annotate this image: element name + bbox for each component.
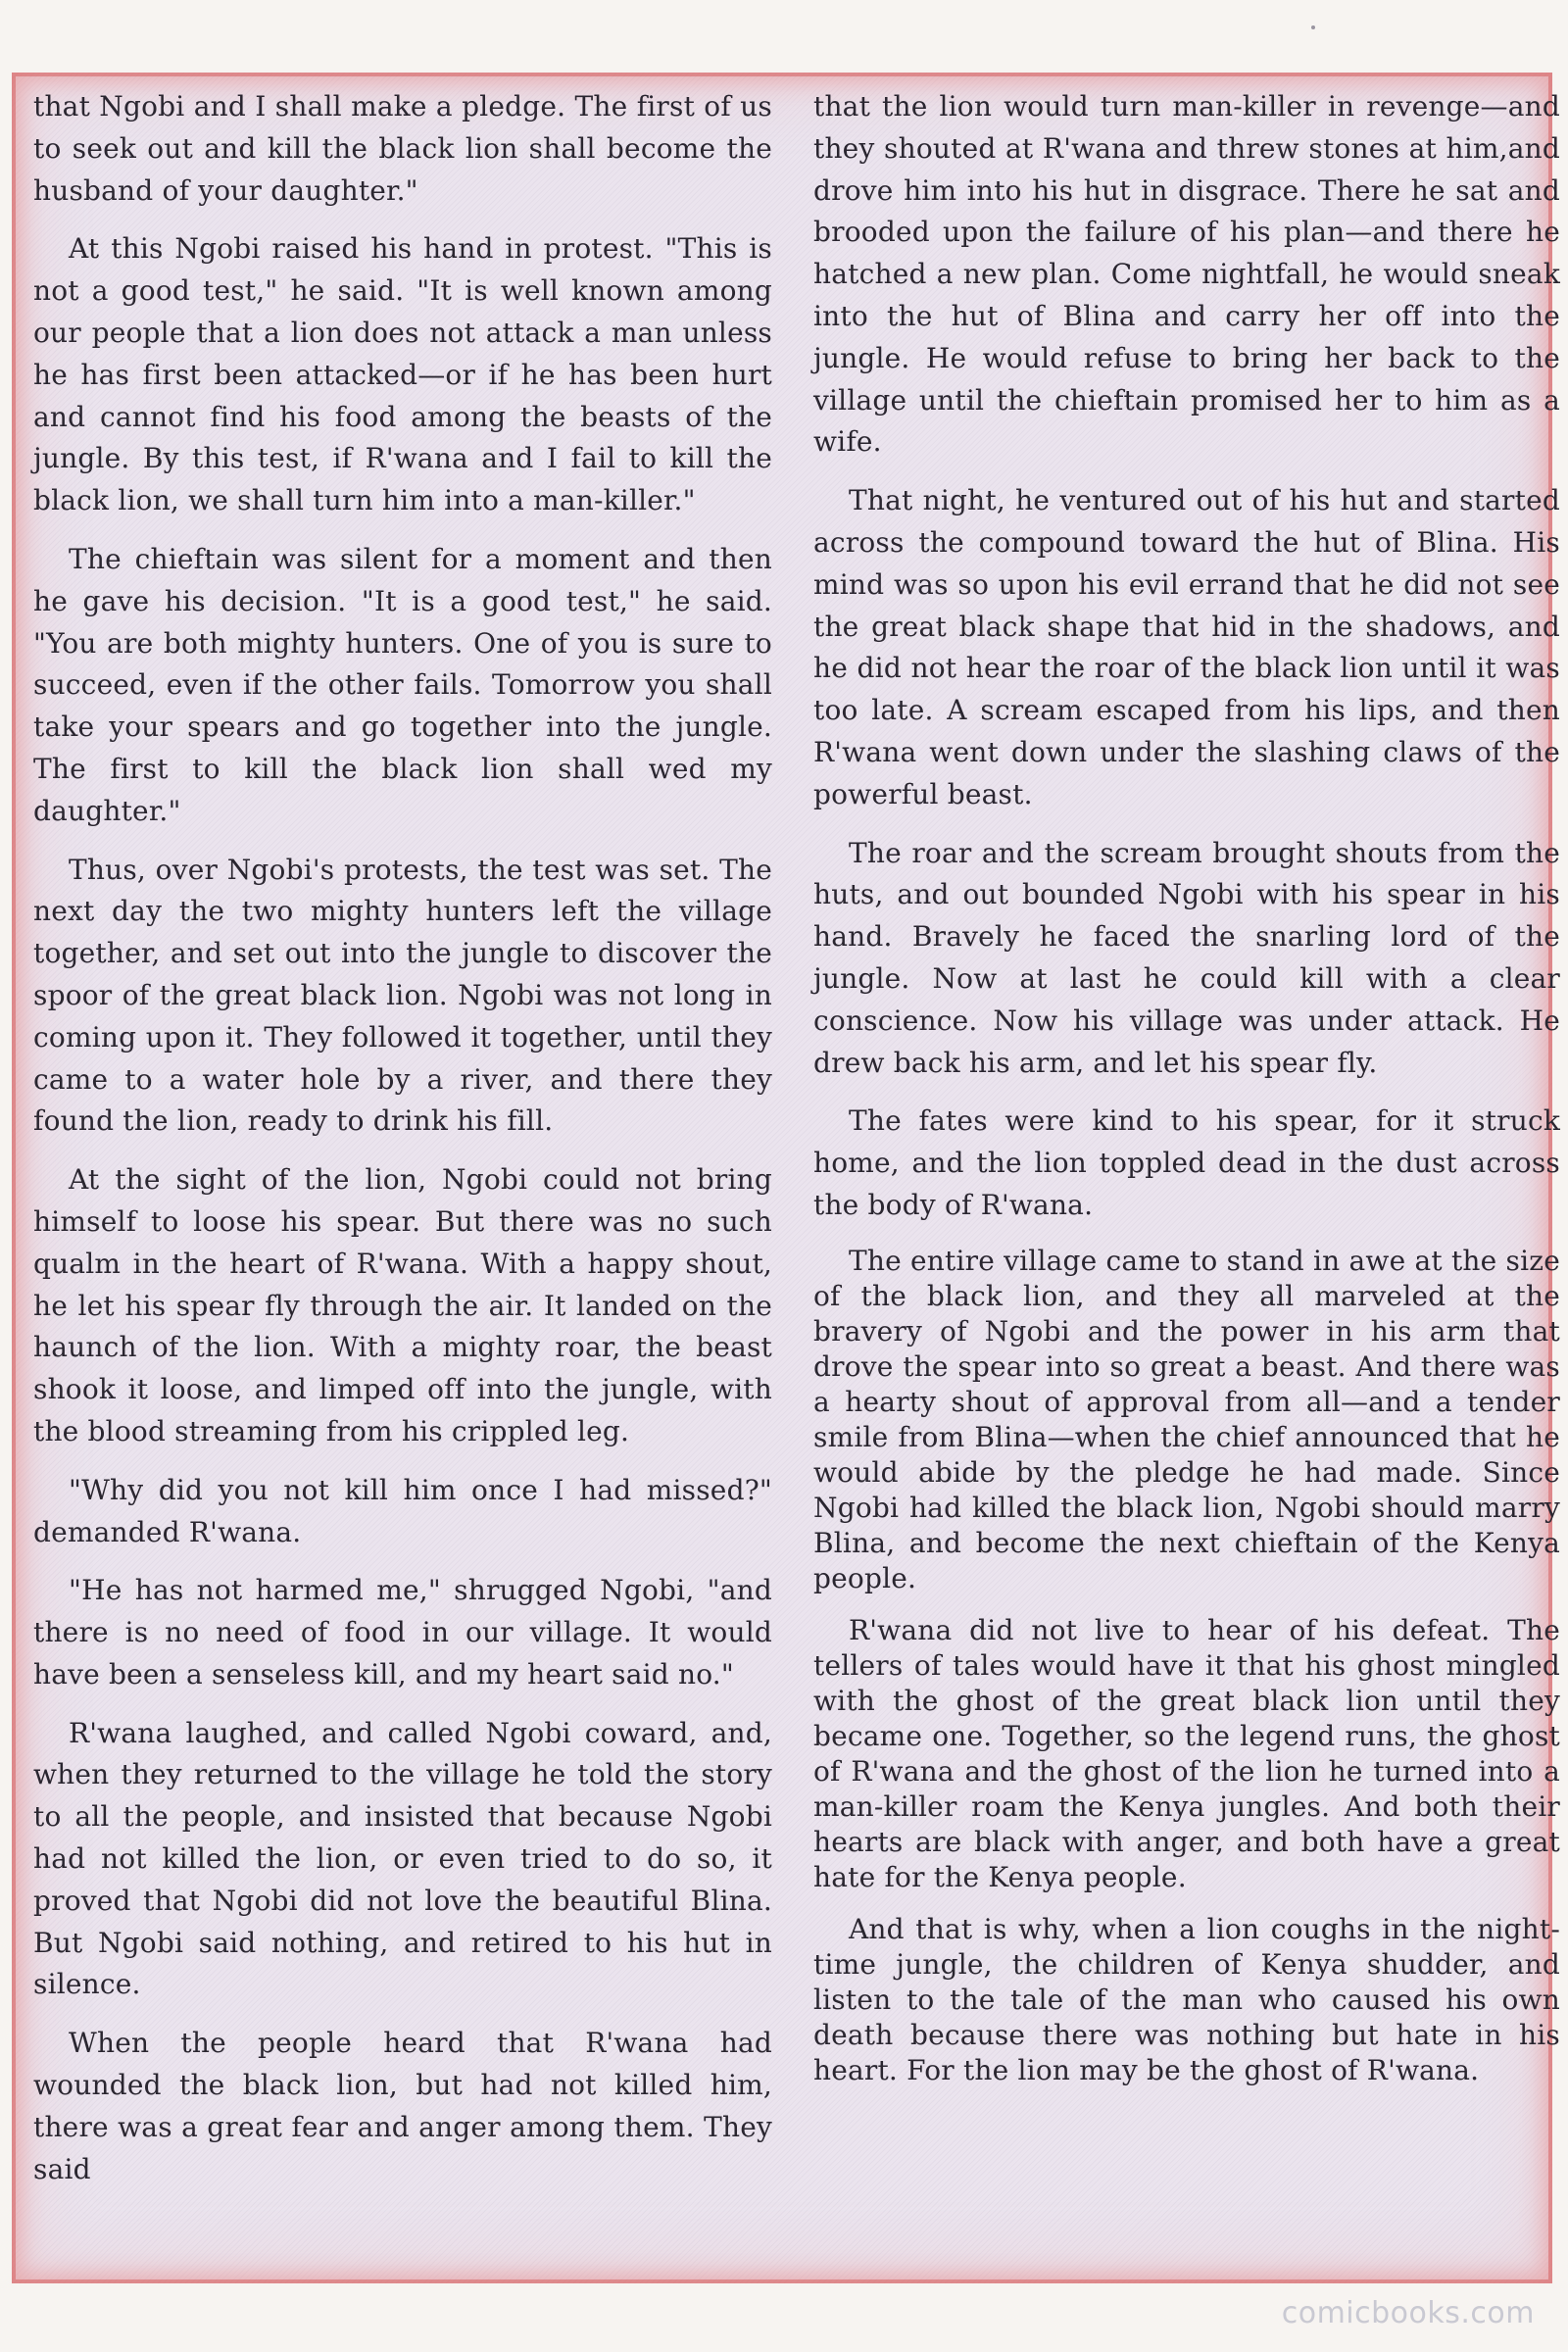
paragraph: "Why did you not kill him once I had missed?" demanded R'wana. <box>33 1473 772 1548</box>
left-column <box>33 86 772 2207</box>
print-speck <box>1311 25 1315 29</box>
paragraph: And that is why, when a lion coughs in the night-time jungle, the children of Kenya shudder, and listen to the tale of the man who caused his own death because there was nothing but hate in his heart. For the lion may be the ghost of R'wana. <box>813 1912 1560 2086</box>
paragraph: The roar and the scream brought shouts from the huts, and out bounded Ngobi with his spear in his hand. Bravely he faced the snarling lord of the jungle. Now at last he could kill with a clear conscience. Now his village was under attack. He drew back his arm, and let his spear fly. <box>813 836 1560 1079</box>
paragraph: Thus, over Ngobi's protests, the test was set. The next day the two mighty hunters left the village together, and set out into the jungle to discover the spoor of the great black lion. Ngobi was not long in coming upon it. They followed it together, until they came to a water hole by a river, and there they found the lion, ready to drink his fill. <box>33 853 772 1138</box>
paragraph: When the people heard that R'wana had wounded the black lion, but had not killed him, there was a great fear and anger among them. They said <box>33 2027 772 2185</box>
paragraph: R'wana did not live to hear of his defeat. The tellers of tales would have it that his ghost mingled with the ghost of the great black lion until they became one. Together, so the legend runs, the ghost of R'wana and the ghost of the lion he turned into a man-killer roam the Kenya jungles. And both their hearts are black with anger, and both have a great hate for the Kenya people. <box>813 1613 1560 1893</box>
paragraph: The entire village came to stand in awe at the size of the black lion, and they all marveled at the bravery of Ngobi and the power in his arm that drove the spear into so great a beast. And there was a hearty shout of approval from all—and a tender smile from Blina—when the chief announced that he would abide by the pledge he had made. Since Ngobi had killed the black lion, Ngobi should marry Blina, and become the next chieftain of the Kenya people. <box>813 1244 1560 1594</box>
paragraph: R'wana laughed, and called Ngobi coward, and, when they returned to the village he told the story to all the people, and insisted that because Ngobi had not killed the lion, or even tried to do so, it proved that Ngobi did not love the beautiful Blina. But Ngobi said nothing, and retired to his hut in silence. <box>33 1716 772 2001</box>
paragraph: The chieftain was silent for a moment and then he gave his decision. "It is a good test," he said. "You are both mighty hunters. One of you is sure to succeed, even if the other fails. Tomorrow you shall take your spears and go together into the jungle. The first to kill the black lion shall wed my daughter." <box>33 542 772 827</box>
paragraph: "He has not harmed me," shrugged Ngobi, "and there is no need of food in our village. It would have been a senseless kill, and my heart said no." <box>33 1574 772 1690</box>
paragraph: At this Ngobi raised his hand in protest. "This is not a good test," he said. "It is well known among our people that a lion does not attack a man unless he has first been attacked—or if he has been hurt and cannot find his food among the beasts of the jungle. By this test, if R'wana and I fail to kill the black lion, we shall turn him into a man-killer." <box>33 232 772 517</box>
paragraph: That night, he ventured out of his hut and started across the compound toward the hut of Blina. His mind was so upon his evil errand that he did not see the great black shape that hid in the shadows, and he did not hear the roar of the black lion until it was too late. A scream escaped from his lips, and then R'wana went down under the slashing claws of the powerful beast. <box>813 484 1560 810</box>
paragraph: At the sight of the lion, Ngobi could not bring himself to loose his spear. But there was no such qualm in the heart of R'wana. With a happy shout, he let his spear fly through the air. It landed on the haunch of the lion. With a mighty roar, the beast shook it loose, and limped off into the jungle, with the blood streaming from his crippled leg. <box>33 1163 772 1447</box>
paragraph: The fates were kind to his spear, for it struck home, and the lion toppled dead in the dust across the body of R'wana. <box>813 1104 1560 1221</box>
paragraph: that the lion would turn man-killer in revenge—and they shouted at R'wana and threw stones at him,and drove him into his hut in disgrace. There he sat and brooded upon the failure of his plan—and there he hatched a new plan. Come nightfall, he would sneak into the hut of Blina and carry her off into the jungle. He would refuse to bring her back to the village until the chieftain promised her to him as a wife. <box>813 90 1560 459</box>
site-watermark: comicbooks.com <box>1281 2296 1535 2330</box>
text-panel <box>12 73 1560 2283</box>
right-column <box>813 86 1560 2105</box>
paragraph: that Ngobi and I shall make a pledge. The first of us to seek out and kill the black lion shall become the husband of your daughter." <box>33 90 772 207</box>
